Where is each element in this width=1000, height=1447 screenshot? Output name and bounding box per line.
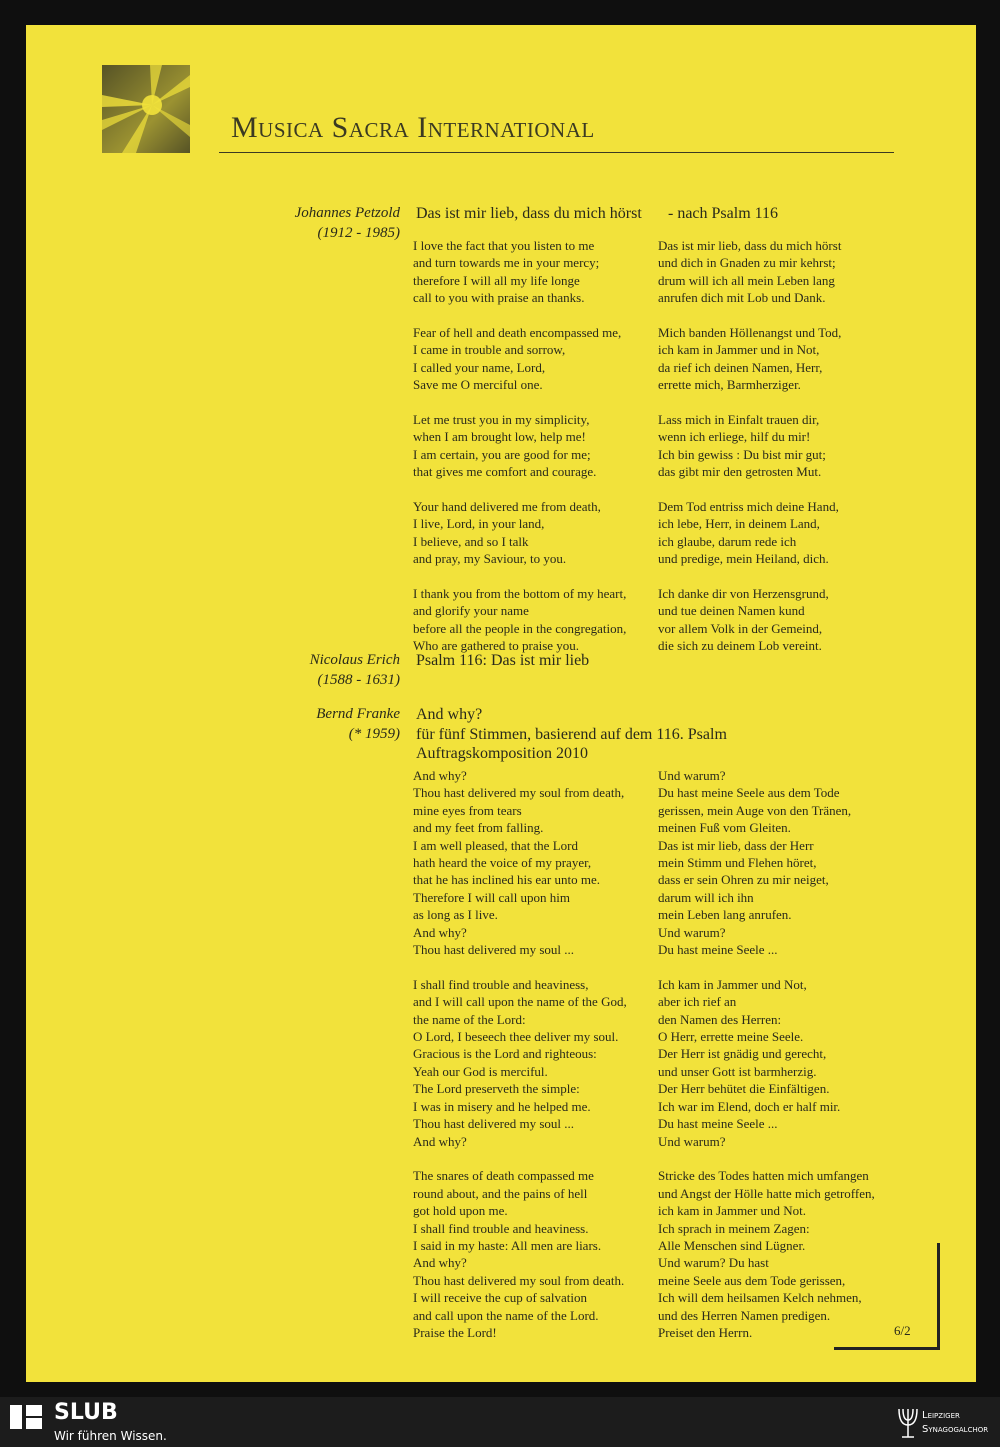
lyric-line: Thou hast delivered my soul ...: [413, 942, 575, 958]
lyric-line: Ich sprach in meinem Zagen:: [658, 1220, 810, 1236]
lyric-line: die sich zu deinem Lob vereint.: [658, 638, 822, 654]
lyric-line: Save me O merciful one.: [413, 377, 543, 393]
lyric-line: Gracious is the Lord and righteous:: [413, 1046, 597, 1062]
work-commission: Auftragskomposition 2010: [416, 745, 588, 762]
lyric-line: hath heard the voice of my prayer,: [413, 855, 592, 871]
lyric-line: ich lebe, Herr, in deinem Land,: [658, 516, 820, 532]
lyric-line: Der Herr behütet die Einfältigen.: [658, 1081, 830, 1097]
lyric-line: O Lord, I beseech thee deliver my soul.: [413, 1029, 619, 1045]
lyric-line: call to you with praise an thanks.: [413, 290, 585, 306]
lyric-line: Und warum?: [658, 768, 726, 783]
work-title: And why?: [416, 706, 483, 723]
lyric-line: Praise the Lord!: [413, 1324, 497, 1340]
lyric-line: und tue deinen Namen kund: [658, 603, 805, 619]
lyric-line: O Herr, errette meine Seele.: [658, 1029, 804, 1045]
work-subtitle: für fünf Stimmen, basierend auf dem 116. Psalm: [416, 726, 727, 743]
lyric-line: Stricke des Todes hatten mich umfangen: [658, 1168, 869, 1184]
lyric-line: Mich banden Höllenangst und Tod,: [658, 325, 842, 341]
lyrics-english: [413, 767, 627, 1341]
choir-name: Leipziger Synagogalchor: [922, 1410, 989, 1435]
lyric-line: da rief ich deinen Namen, Herr,: [658, 359, 823, 375]
lyric-line: and glorify your name: [413, 603, 529, 619]
lyric-line: den Namen des Herren:: [658, 1011, 782, 1027]
lyric-line: [413, 394, 626, 411]
library-name: SLUB: [54, 1400, 118, 1425]
lyric-line: Du hast meine Seele ...: [658, 1116, 778, 1132]
lyric-line: ich kam in Jammer und in Not,: [658, 342, 820, 358]
lyric-line: [413, 958, 627, 975]
lyric-line: Du hast meine Seele aus dem Tode: [658, 785, 840, 801]
lyrics-german: [658, 767, 875, 1341]
lyric-line: I came in trouble and sorrow,: [413, 342, 566, 358]
lyric-line: mine eyes from tears: [413, 802, 522, 818]
work-title: Das ist mir lieb, dass du mich hörst - nach Psalm 116: [416, 205, 779, 222]
lyric-line: [413, 1150, 627, 1167]
lyric-line: Und warum?: [658, 1133, 726, 1149]
lyric-line: Lass mich in Einfalt trauen dir,: [658, 412, 820, 428]
lyric-line: I thank you from the bottom of my heart,: [413, 586, 627, 602]
lyric-line: [413, 568, 626, 585]
lyric-line: und predige, mein Heiland, dich.: [658, 551, 829, 567]
lyric-line: And why?: [413, 924, 467, 940]
lyric-line: ich kam in Jammer und Not.: [658, 1203, 807, 1219]
lyric-line: errette mich, Barmherziger.: [658, 377, 801, 393]
lyric-line: Let me trust you in my simplicity,: [413, 412, 590, 428]
lyric-line: Ich bin gewiss : Du bist mir gut;: [658, 446, 826, 462]
document-page: [26, 25, 976, 1382]
lyric-line: and my feet from falling.: [413, 820, 544, 836]
lyric-line: Therefore I will call upon him: [413, 889, 571, 905]
work-title: Psalm 116: Das ist mir lieb: [416, 652, 590, 669]
lyric-line: I shall find trouble and heaviness,: [413, 976, 589, 992]
lyric-line: before all the people in the congregation,: [413, 620, 627, 636]
lyric-line: that he has inclined his ear unto me.: [413, 872, 601, 888]
composer-dates: (* 1959): [348, 726, 400, 742]
lyric-line: und unser Gott ist barmherzig.: [658, 1063, 817, 1079]
lyric-line: Der Herr ist gnädig und gerecht,: [658, 1046, 827, 1062]
lyric-line: meine Seele aus dem Tode gerissen,: [658, 1272, 846, 1288]
lyric-line: got hold upon me.: [413, 1203, 508, 1219]
lyric-line: round about, and the pains of hell: [413, 1185, 588, 1201]
page-number: 6/2: [894, 1323, 911, 1338]
lyric-line: Ich will dem heilsamen Kelch nehmen,: [658, 1290, 862, 1306]
lyric-line: I said in my haste: All men are liars.: [413, 1237, 602, 1253]
lyric-line: [658, 307, 841, 324]
lyric-line: Thou hast delivered my soul ...: [413, 1116, 575, 1132]
lyric-line: I was in misery and he helped me.: [413, 1098, 591, 1114]
lyric-line: und dich in Gnaden zu mir kehrst;: [658, 255, 836, 271]
lyrics-german: [658, 237, 841, 655]
lyric-line: Thou hast delivered my soul from death.: [413, 1272, 625, 1288]
composer-name: Bernd Franke: [316, 706, 400, 722]
lyric-line: [658, 394, 841, 411]
lyric-line: mein Leben lang anrufen.: [658, 907, 792, 923]
lyric-line: und des Herren Namen predigen.: [658, 1307, 831, 1323]
lyric-line: gerissen, mein Auge von den Tränen,: [658, 802, 852, 818]
lyric-line: Yeah our God is merciful.: [413, 1063, 548, 1079]
lyric-line: and pray, my Saviour, to you.: [413, 551, 567, 567]
lyric-line: darum will ich ihn: [658, 889, 754, 905]
lyric-line: vor allem Volk in der Gemeind,: [658, 620, 823, 636]
lyric-line: Du hast meine Seele ...: [658, 942, 778, 958]
slub-logo-icon: [10, 1405, 42, 1429]
lyric-line: mein Stimm und Flehen höret,: [658, 855, 817, 871]
lyric-line: Thou hast delivered my soul from death,: [413, 785, 625, 801]
lyric-line: The snares of death compassed me: [413, 1168, 594, 1184]
lyric-line: meinen Fuß vom Gleiten.: [658, 820, 791, 836]
lyrics-english: [413, 237, 626, 655]
lyric-line: and I will call upon the name of the God,: [413, 994, 627, 1010]
lyric-line: Ich kam in Jammer und Not,: [658, 976, 807, 992]
lyric-line: that gives me comfort and courage.: [413, 464, 597, 480]
lyric-line: anrufen dich mit Lob und Dank.: [658, 290, 826, 306]
lyric-line: [658, 481, 841, 498]
lyric-line: Das ist mir lieb, dass du mich hörst: [658, 238, 842, 253]
lyric-line: the name of the Lord:: [413, 1011, 526, 1027]
lyric-line: Who are gathered to praise you.: [413, 638, 580, 654]
lyric-line: I will receive the cup of salvation: [413, 1290, 587, 1306]
header-rule: [219, 152, 894, 153]
lyric-line: when I am brought low, help me!: [413, 429, 586, 445]
composer-name: Nicolaus Erich: [309, 652, 400, 668]
menorah-icon: [896, 1403, 920, 1441]
lyric-line: aber ich rief an: [658, 994, 737, 1010]
lyric-line: ich glaube, darum rede ich: [658, 533, 797, 549]
composer-name: Johannes Petzold: [294, 205, 400, 221]
lyric-line: therefore I will all my life longe: [413, 272, 580, 288]
lyric-line: I believe, and so I talk: [413, 533, 529, 549]
lyric-line: dass er sein Ohren zu mir neiget,: [658, 872, 829, 888]
lyric-line: I called your name, Lord,: [413, 359, 546, 375]
lyric-line: and call upon the name of the Lord.: [413, 1307, 599, 1323]
lyric-line: I am certain, you are good for me;: [413, 446, 591, 462]
lyric-line: Alle Menschen sind Lügner.: [658, 1237, 806, 1253]
lyric-line: Fear of hell and death encompassed me,: [413, 325, 622, 341]
lyric-line: das gibt mir den getrosten Mut.: [658, 464, 822, 480]
lyric-line: And why?: [413, 1133, 467, 1149]
lyric-line: Und warum? Du hast: [658, 1255, 769, 1271]
corner-mark: [937, 1243, 940, 1348]
lyric-line: [658, 1150, 875, 1167]
lyric-line: Das ist mir lieb, dass der Herr: [658, 837, 814, 853]
lyric-line: And why?: [413, 768, 467, 783]
lyric-line: as long as I live.: [413, 907, 498, 923]
lyric-line: [658, 568, 841, 585]
lyric-line: Und warum?: [658, 924, 726, 940]
brand-title: Musica Sacra International: [231, 111, 595, 144]
lyric-line: [658, 958, 875, 975]
lyric-line: Dem Tod entriss mich deine Hand,: [658, 499, 839, 515]
lyric-line: Your hand delivered me from death,: [413, 499, 601, 515]
lyric-line: The Lord preserveth the simple:: [413, 1081, 580, 1097]
lyric-line: und Angst der Hölle hatte mich getroffen,: [658, 1185, 875, 1201]
lyric-line: I shall find trouble and heaviness.: [413, 1220, 589, 1236]
footer-bar: [0, 1397, 1000, 1447]
lyric-line: Ich war im Elend, doch er half mir.: [658, 1098, 841, 1114]
lyric-line: Preiset den Herrn.: [658, 1324, 753, 1340]
lyric-line: drum will ich all mein Leben lang: [658, 272, 835, 288]
lyric-line: [413, 307, 626, 324]
corner-mark: [834, 1347, 940, 1350]
lyric-line: Ich danke dir von Herzensgrund,: [658, 586, 829, 602]
lyric-line: and turn towards me in your mercy;: [413, 255, 600, 271]
lyric-line: I live, Lord, in your land,: [413, 516, 545, 532]
lyric-line: I am well pleased, that the Lord: [413, 837, 578, 853]
lyric-line: wenn ich erliege, hilf du mir!: [658, 429, 811, 445]
composer-dates: (1588 - 1631): [317, 672, 400, 688]
composer-dates: (1912 - 1985): [317, 225, 400, 241]
lyric-line: [413, 481, 626, 498]
lyric-line: I love the fact that you listen to me: [413, 238, 595, 253]
library-tagline: Wir führen Wissen.: [54, 1429, 167, 1443]
lyric-line: And why?: [413, 1255, 467, 1271]
musica-sacra-logo-icon: [102, 65, 190, 153]
